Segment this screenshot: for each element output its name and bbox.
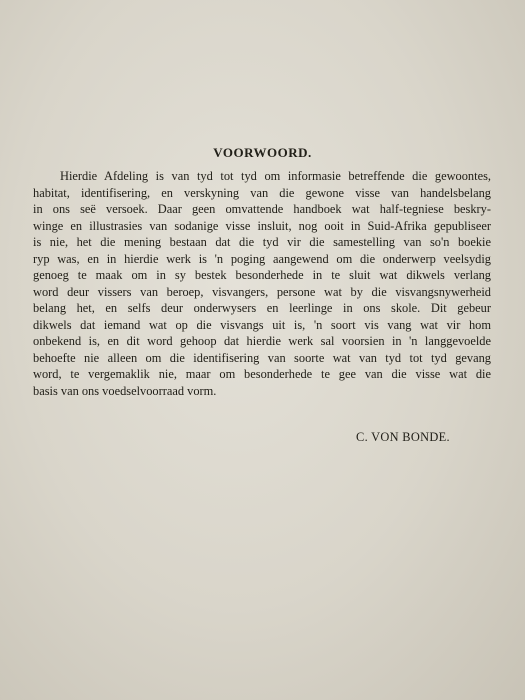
preface-paragraph [33, 168, 491, 399]
text-line: behoefte nie alleen om die identifisering van soorte wat van tyd tot tyd gevang [33, 350, 491, 365]
text-line: basis van ons voedselvoorraad vorm. [33, 383, 217, 398]
text-line: habitat, identifisering, en verskyning van die gewone visse van handelsbelang [33, 185, 491, 200]
text-line: word, te vergemaklik nie, maar om besonderhede te gee van die visse wat die [33, 367, 491, 381]
text-line: dikwels dat iemand wat op die visvangs uit is, 'n soort vis vang wat vir hom [33, 317, 491, 332]
author-signature: C. VON BONDE. [356, 430, 450, 444]
page-title: VOORWOORD. [213, 145, 312, 160]
text-line: word deur vissers van beroep, visvangers, persone wat by die visvangsnywerheid [33, 284, 491, 299]
text-line: onbekend is, en dit word gehoop dat hierdie werk sal voorsien in 'n langgevoelde [33, 334, 491, 348]
text-line: winge en illustrasies van sodanige visse insluit, nog ooit in Suid-Afrika gepubliseer [33, 218, 491, 233]
text-line: Hierdie Afdeling is van tyd tot tyd om informasie betreffende die gewoontes, [60, 169, 491, 183]
text-line: ryp was, en in hierdie werk is 'n poging aangewend om die onderwerp veelsydig [33, 251, 491, 266]
text-line: genoeg te maak om in sy bestek besonderhede in te sluit wat dikwels verlang [33, 268, 491, 282]
text-line: is nie, het die mening bestaan dat die tyd vir die samestelling van so'n boekie [33, 235, 491, 249]
text-line: belang het, en selfs deur onderwysers en leerlinge in ons skole. Dit gebeur [33, 301, 491, 315]
text-line: in ons seë versoek. Daar geen omvattende handboek wat half-tegniese beskry- [33, 202, 491, 216]
